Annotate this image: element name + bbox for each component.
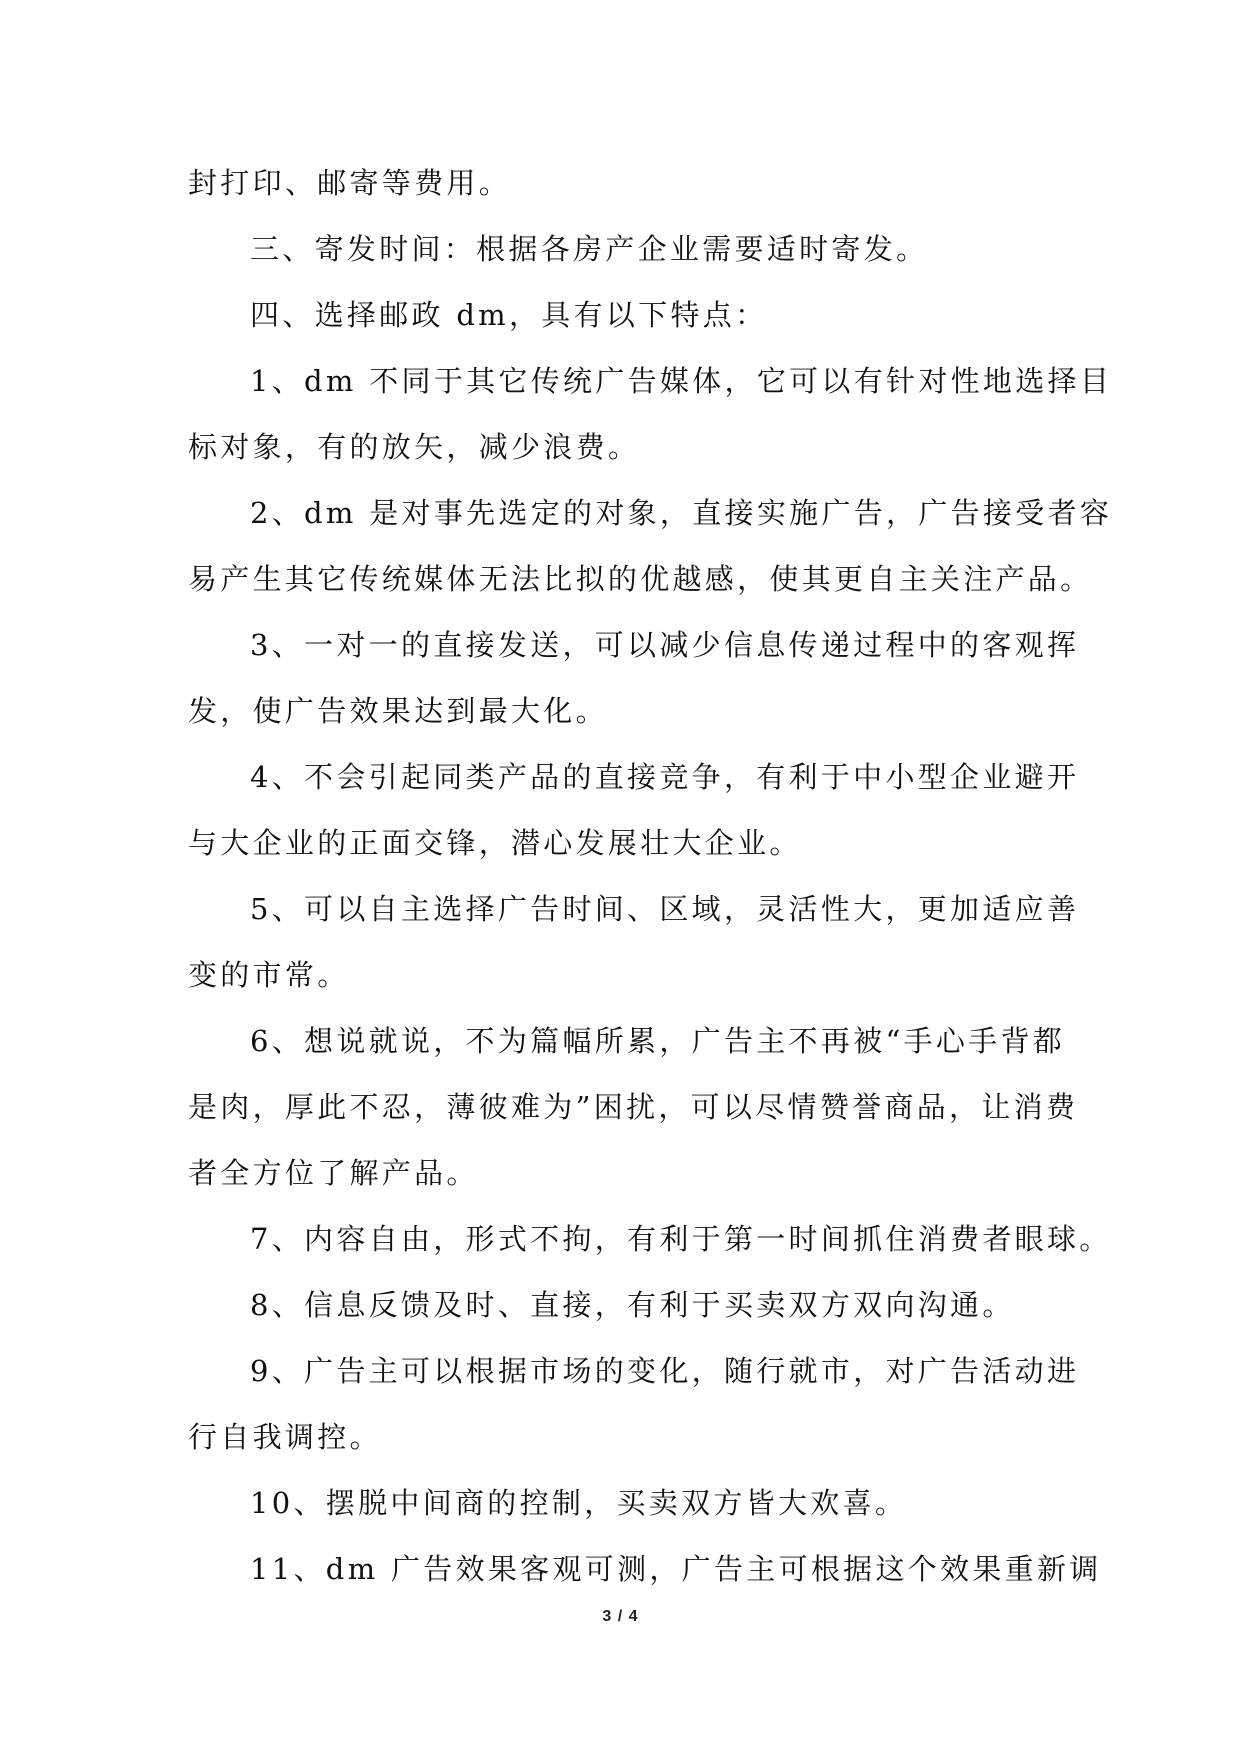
- document-body: [188, 150, 1113, 1602]
- paragraph: [188, 216, 1073, 282]
- text-line: 封打印、邮寄等费用。: [188, 166, 512, 200]
- paragraph: [188, 282, 1073, 348]
- paragraph: [188, 480, 1113, 612]
- text-line: 2、dm 是对事先选定的对象，直接实施广告，广告接受者容: [250, 496, 1113, 530]
- text-line: 6、想说就说，不为篇幅所累，广告主不再被“手心手背都: [250, 1024, 1066, 1058]
- paragraph: [188, 1272, 1073, 1338]
- text-line: 4、不会引起同类产品的直接竞争，有利于中小型企业避开: [250, 760, 1080, 794]
- text-line: 3、一对一的直接发送，可以减少信息传递过程中的客观挥: [250, 628, 1080, 662]
- text-line: 易产生其它传统媒体无法比拟的优越感，使其更自主关注产品。: [188, 562, 1093, 596]
- paragraph: [188, 1008, 1079, 1206]
- text-line: 5、可以自主选择广告时间、区域，灵活性大，更加适应善: [250, 892, 1080, 926]
- paragraph: [188, 612, 1080, 744]
- text-line: 四、选择邮政 dm，具有以下特点：: [250, 298, 768, 332]
- paragraph: [188, 150, 1073, 216]
- paragraph: [188, 1206, 1112, 1272]
- paragraph: [188, 1338, 1080, 1470]
- text-line: 10、摆脱中间商的控制，买卖双方皆大欢喜。: [250, 1486, 908, 1520]
- text-line: 1、dm 不同于其它传统广告媒体，它可以有针对性地选择目: [250, 364, 1113, 398]
- paragraph: [188, 1536, 1102, 1602]
- page-number: 3 / 4: [602, 1608, 639, 1625]
- text-line: 行自我调控。: [188, 1420, 382, 1454]
- text-line: 11、dm 广告效果客观可测，广告主可根据这个效果重新调: [250, 1552, 1102, 1586]
- paragraph: [188, 1470, 1073, 1536]
- text-line: 9、广告主可以根据市场的变化，随行就市，对广告活动进: [250, 1354, 1080, 1388]
- text-line: 与大企业的正面交锋，潜心发展壮大企业。: [188, 826, 802, 860]
- text-line: 7、内容自由，形式不拘，有利于第一时间抓住消费者眼球。: [250, 1222, 1112, 1256]
- text-line: 变的市常。: [188, 958, 350, 992]
- text-line: 者全方位了解产品。: [188, 1156, 479, 1190]
- text-line: 是肉，厚此不忍，薄彼难为”困扰，可以尽情赞誉商品，让消费: [188, 1090, 1079, 1124]
- text-line: 8、信息反馈及时、直接，有利于买卖双方双向沟通。: [250, 1288, 1015, 1322]
- text-line: 发，使广告效果达到最大化。: [188, 694, 608, 728]
- paragraph: [188, 744, 1080, 876]
- paragraph: [188, 876, 1080, 1008]
- paragraph: [188, 348, 1113, 480]
- text-line: 三、寄发时间：根据各房产企业需要适时寄发。: [250, 232, 929, 266]
- text-line: 标对象，有的放矢，减少浪费。: [188, 430, 641, 464]
